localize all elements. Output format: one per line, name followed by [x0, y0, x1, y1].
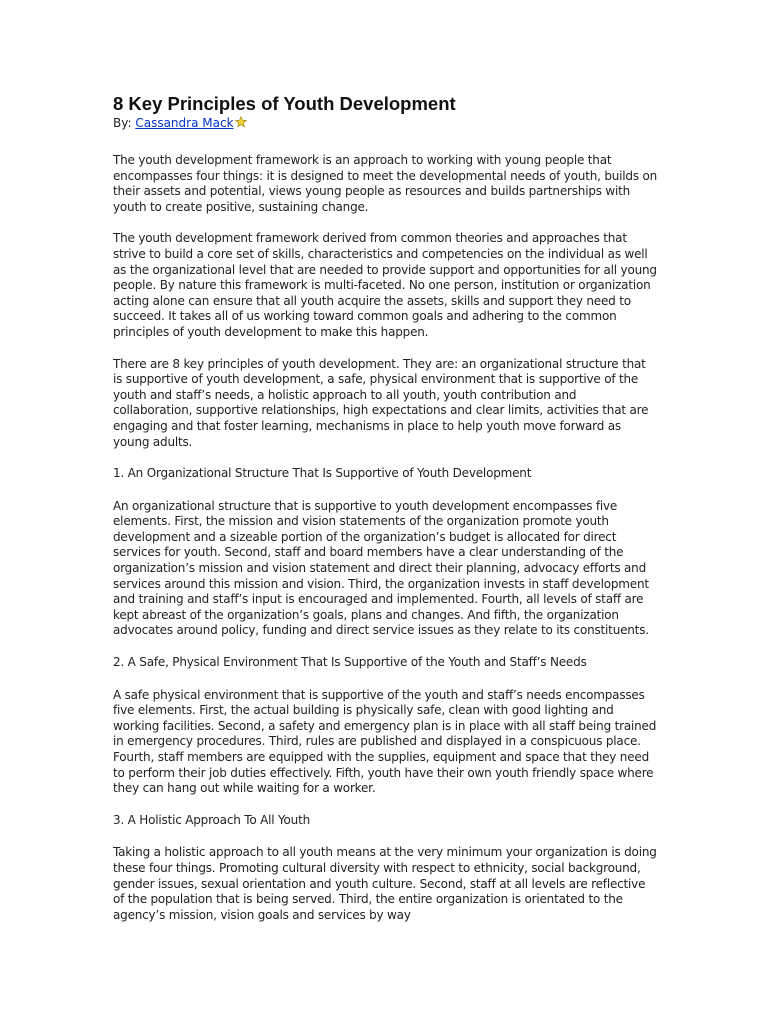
article-title: 8 Key Principles of Youth Development	[113, 93, 456, 114]
section-body: A safe physical environment that is supportive of the youth and staff’s needs encompasses five elements. First, the actual building is physically safe, clean with good lighting and working facilities. Second, a safety and emergency plan is in place with all staff being trained in emergency procedures. Third, rules are published and displayed in a conspicuous place. Fourth, staff members are equipped with the supplies, equipment and space that they need to perform their job duties effectively. Fifth, youth have their own youth friendly space where they can hang out while waiting for a worker.	[113, 687, 657, 796]
intro-paragraph: There are 8 key principles of youth development. They are: an organizational structure that is supportive of youth development, a safe, physical environment that is supportive of the youth and staff’s needs, a holistic approach to all youth, youth contribution and collaboration, supportive relationships, high expectations and clear limits, activities that are engaging and that foster learning, mechanisms in place to help youth move forward as young adults.	[113, 356, 649, 449]
section-body: Taking a holistic approach to all youth means at the very minimum your organization is doing these four things. Promoting cultural diversity with respect to ethnicity, social background, gender issues, sexual orientation and youth culture. Second, staff at all levels are reflective of the population that is being served. Third, the entire organization is orientated to the agency’s mission, vision goals and services by way	[113, 845, 657, 922]
byline	[113, 116, 658, 131]
intro-paragraph: The youth development framework is an approach to working with young people that encompasses four things: it is designed to meet the developmental needs of youth, builds on their assets and potential, views young people as resources and builds partnerships with youth to create positive, sustaining change.	[113, 153, 658, 214]
star-icon	[235, 116, 247, 128]
section-body: An organizational structure that is supportive to youth development encompasses five elements. First, the mission and vision statements of the organization promote youth development and a sizeable portion of the organization’s budget is allocated for direct services for youth. Second, staff and board members have a clear understanding of the organization’s mission and vision statement and direct their planning, advocacy efforts and services around this mission and vision. Third, the organization invests in staff development and training and staff’s input is encouraged and implemented. Fourth, all levels of staff are kept abreast of the organization’s goals, plans and changes. And fifth, the organization advocates around policy, funding and direct service issues as they relate to its constituents.	[113, 498, 649, 638]
article	[113, 92, 658, 939]
intro-paragraph: The youth development framework derived from common theories and approaches that strive to build a core set of skills, characteristics and competencies on the individual as well as the organizational level that are needed to provide support and opportunities for all young people. By nature this framework is multi-faceted. No one person, institution or organization acting alone can ensure that all youth acquire the assets, skills and support they need to succeed. It takes all of us working toward common goals and adhering to the common principles of youth development to make this happen.	[113, 231, 657, 339]
section-heading: 2. A Safe, Physical Environment That Is Supportive of the Youth and Staff’s Needs	[113, 655, 587, 670]
section-heading: 1. An Organizational Structure That Is Supportive of Youth Development	[113, 466, 532, 481]
author-link[interactable]: Cassandra Mack	[135, 116, 234, 130]
by-label: By:	[113, 116, 132, 130]
section-heading: 3. A Holistic Approach To All Youth	[113, 812, 310, 827]
